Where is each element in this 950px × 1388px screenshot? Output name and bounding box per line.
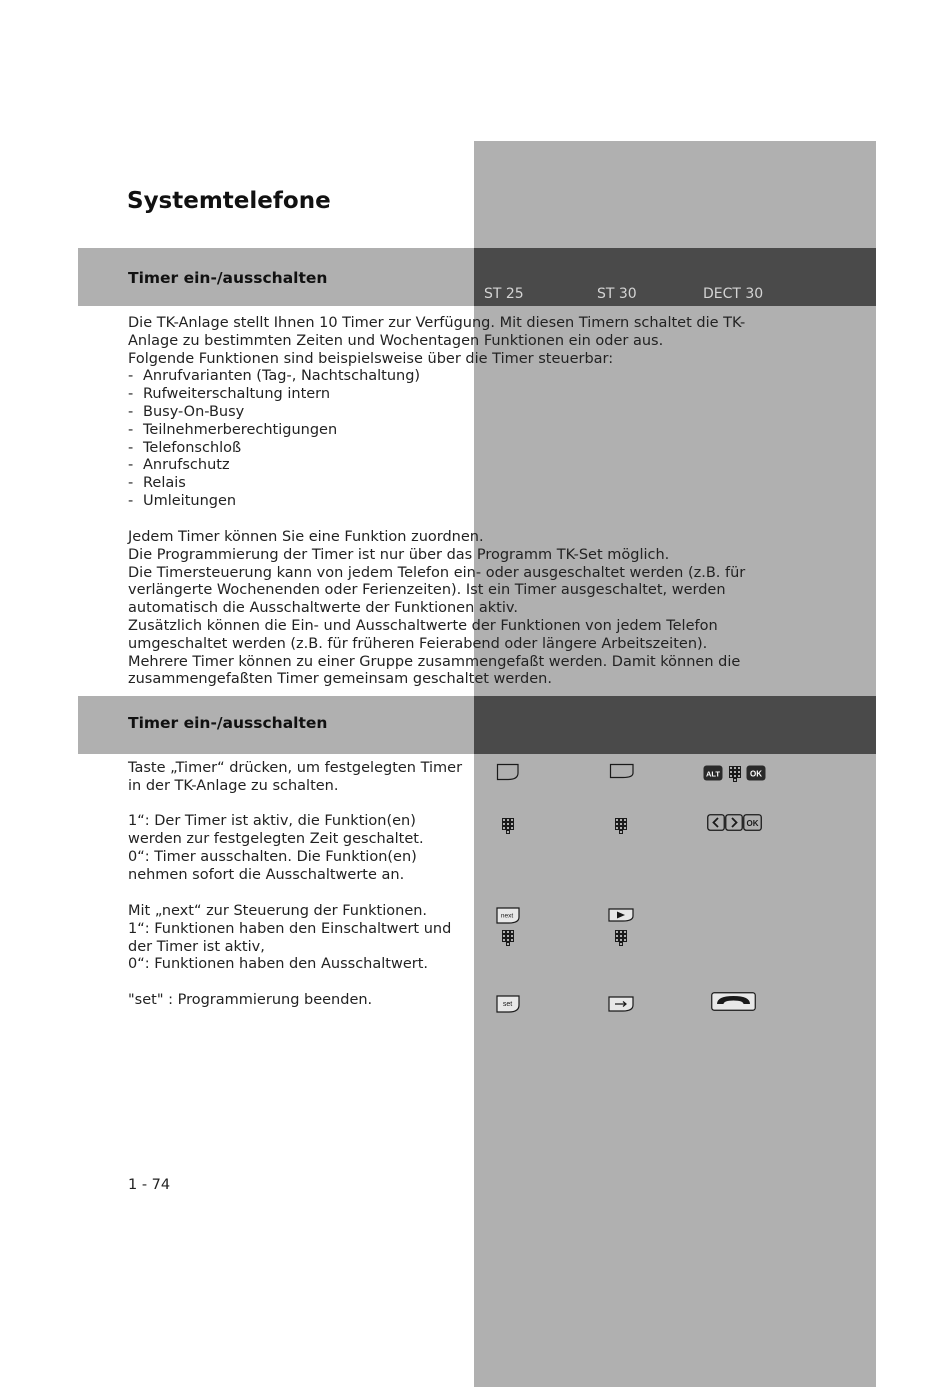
list-item: - Anrufvarianten (Tag-, Nachtschaltung) — [128, 368, 778, 386]
step-deactivate: 0“: Timer ausschalten. Die Funktion(en) nehmen sofort die Ausschaltwerte an. — [128, 849, 417, 883]
arrow-right-key-icon — [725, 814, 743, 831]
step-active: 1“: Der Timer ist aktiv, die Funktion(en) werden zur festgelegten Zeit geschaltet. — [128, 813, 424, 847]
set-key-label: set — [502, 1001, 513, 1008]
list-item: - Rufweiterschaltung intern — [128, 386, 778, 404]
page-title: Systemtelefone — [127, 188, 331, 214]
description-paragraph: Zusätzlich können die Ein- und Ausschaltwerte der Funktionen von jedem Telefon umgeschaltet werden (z.B. für früheren Feierabend oder längere Arbeitszeiten). — [128, 617, 718, 652]
description-paragraph: Die Programmierung der Timer ist nur über das Programm TK-Set möglich. — [128, 546, 670, 563]
list-item: - Anrufschutz — [128, 457, 778, 475]
column-header-dect30: DECT 30 — [703, 286, 764, 302]
function-list — [128, 368, 778, 510]
enter-key-icon — [608, 996, 634, 1012]
ok-key-icon — [746, 765, 766, 781]
alt-key-icon — [703, 765, 723, 781]
function-key-icon — [496, 763, 520, 781]
list-item: - Telefonschloß — [128, 440, 778, 458]
section-band-dark — [474, 248, 876, 306]
list-item: - Umleitungen — [128, 493, 778, 511]
column-header-st30: ST 30 — [597, 286, 637, 302]
section-title: Timer ein-/ausschalten — [128, 269, 328, 287]
keypad-icon — [729, 766, 742, 783]
description-text — [128, 529, 778, 689]
ok-key-label: OK — [750, 769, 762, 779]
alt-key-label: ALT — [705, 769, 721, 779]
keypad-icon — [615, 930, 628, 947]
function-key-icon — [609, 763, 635, 779]
list-item: - Busy-On-Busy — [128, 404, 778, 422]
list-item: - Teilnehmerberechtigungen — [128, 422, 778, 440]
ok-key-label: OK — [746, 819, 759, 828]
step-off-value: 0“: Funktionen haben den Ausschaltwert. — [128, 956, 428, 972]
next-key-label: next — [500, 912, 514, 920]
step-timer-key: Taste „Timer“ drücken, um festgelegten Timer in der TK-Anlage zu schalten. — [128, 760, 463, 794]
intro-text — [128, 315, 778, 511]
intro-list-lead: Folgende Funktionen sind beispielsweise über die Timer steuerbar: — [128, 350, 614, 367]
description-paragraph: Mehrere Timer können zu einer Gruppe zusammengefaßt werden. Damit können die zusammengefaßten Timer gemeinsam geschaltet werden. — [128, 653, 741, 688]
description-paragraph: Die Timersteuerung kann von jedem Telefon ein- oder ausgeschaltet werden (z.B. für verlängerte Wochenenden oder Ferienzeiten). Ist ein Timer ausgeschaltet, werden automatisch die Ausschaltwerte der Funktionen aktiv. — [128, 564, 746, 617]
section-title: Timer ein-/ausschalten — [128, 714, 328, 732]
intro-paragraph: Die TK-Anlage stellt Ihnen 10 Timer zur Verfügung. Mit diesen Timern schaltet die TK-Anlage zu bestimmten Zeiten und Wochentagen Funktionen ein oder aus. — [128, 315, 746, 349]
page-number: 1 - 74 — [128, 1177, 171, 1193]
step-on-value: 1“: Funktionen haben den Einschaltwert und der Timer ist aktiv, — [128, 921, 452, 955]
section-band-dark — [474, 696, 876, 754]
play-key-icon — [608, 908, 634, 922]
keypad-icon — [502, 930, 515, 947]
keypad-icon — [615, 818, 628, 835]
step-next: Mit „next“ zur Steuerung der Funktionen. — [128, 903, 428, 919]
set-key-icon — [496, 995, 520, 1013]
next-key-icon — [496, 907, 520, 924]
list-item: - Relais — [128, 475, 778, 493]
ok-key-icon — [743, 814, 762, 831]
step-set: "set" : Programmierung beenden. — [128, 992, 373, 1008]
arrow-left-key-icon — [707, 814, 725, 831]
hang-up-key-icon — [711, 992, 756, 1011]
keypad-icon — [502, 818, 515, 835]
column-header-st25: ST 25 — [484, 286, 524, 302]
description-paragraph: Jedem Timer können Sie eine Funktion zuordnen. — [128, 529, 484, 545]
